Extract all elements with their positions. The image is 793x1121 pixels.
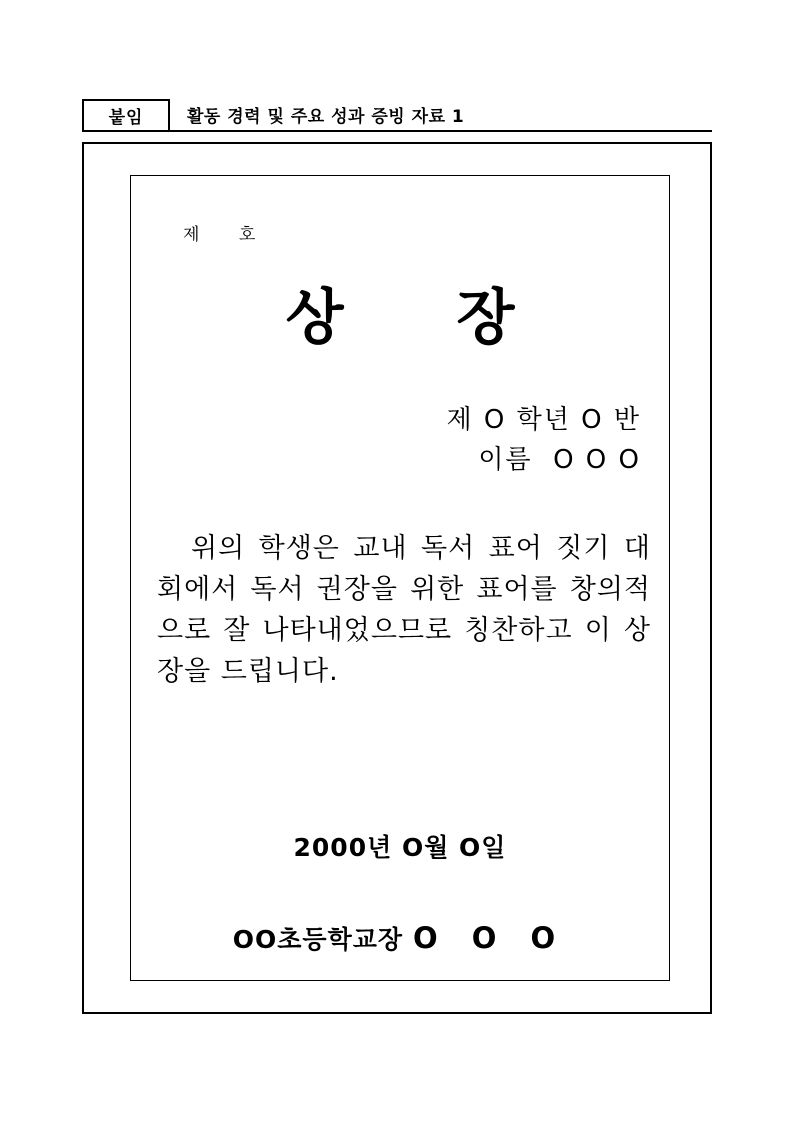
certificate-title: 상 장 [285, 283, 561, 353]
certificate-body [157, 528, 651, 692]
attachment-tag: 붙임 [82, 99, 170, 130]
certificate-number: 제 호 [183, 225, 257, 245]
certificate-signer [131, 920, 669, 956]
attachment-header [82, 99, 712, 132]
certificate-recipient [103, 400, 641, 481]
recipient-name: 이름 O O O [478, 445, 641, 476]
document-outer-box [82, 142, 712, 1014]
certificate-date: 2000년 O월 O일 [293, 833, 507, 862]
attachment-title: 활동 경력 및 주요 성과 증빙 자료 1 [187, 107, 465, 127]
certificate-body-text: 위의 학생은 교내 독서 표어 짓기 대회에서 독서 권장을 위한 표어를 창의적으로 잘 나타내었으므로 칭찬하고 이 상장을 드립니다. [157, 533, 651, 688]
certificate-frame [130, 175, 670, 981]
signer-organization: OO초등학교장 [232, 925, 404, 954]
signer-name: O O O [413, 921, 568, 955]
recipient-class: 제 O 학년 O 반 [446, 405, 641, 435]
